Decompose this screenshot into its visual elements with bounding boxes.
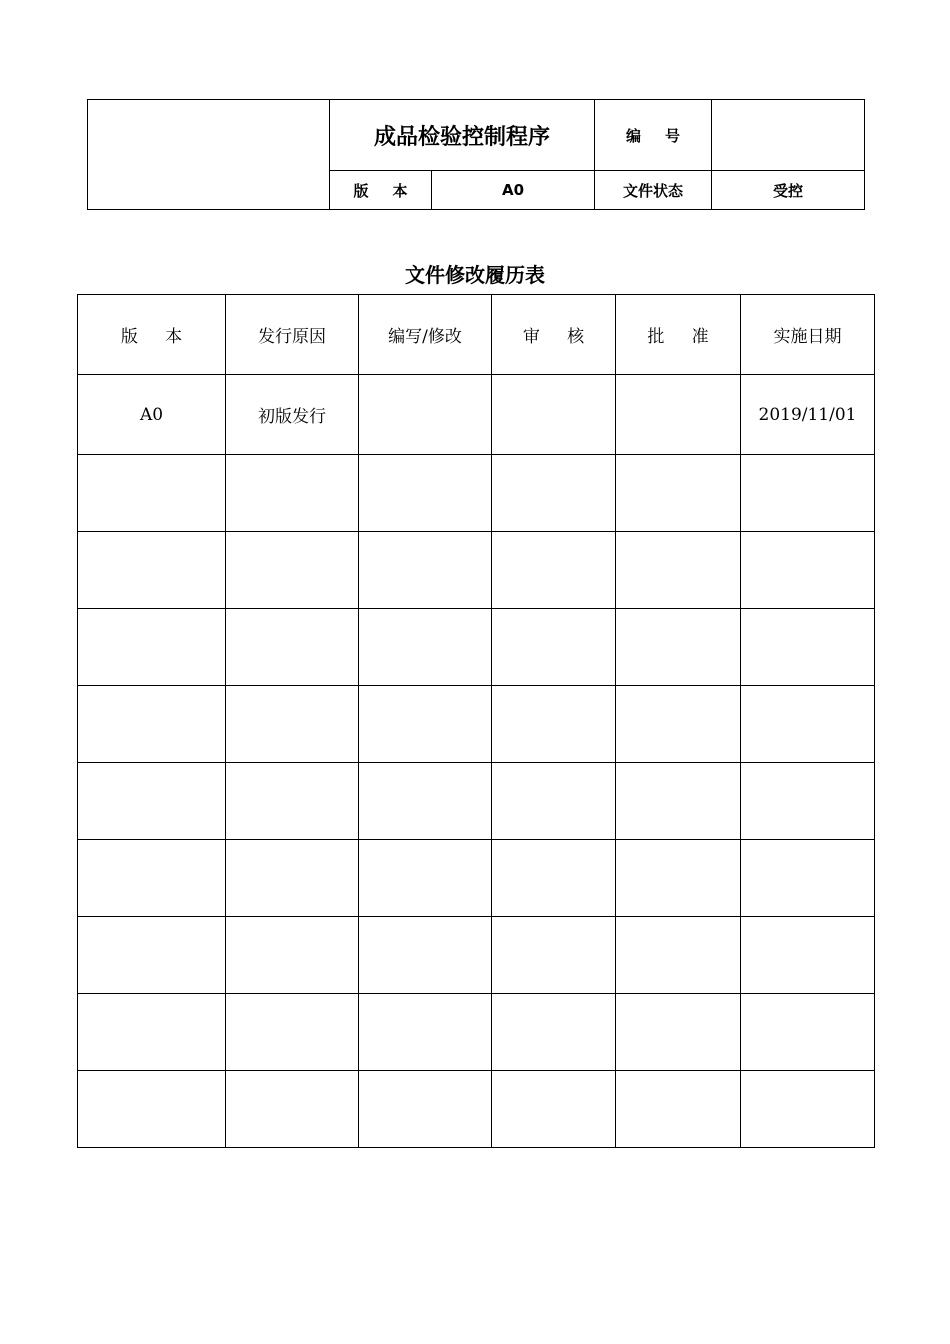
code-label (595, 100, 712, 171)
cell-approve (616, 686, 741, 763)
code-label-part-2: 号 (665, 126, 681, 145)
cell-review (492, 917, 616, 994)
status-label: 文件状态 (595, 171, 712, 210)
version-label-part-1: 版 (353, 181, 369, 200)
version-value: A0 (432, 171, 595, 210)
table-row (78, 994, 875, 1071)
cell-approve (616, 763, 741, 840)
cell-version (78, 917, 226, 994)
column-header-part: 批 (647, 327, 665, 347)
cell-author (359, 375, 492, 455)
cell-reason (226, 532, 359, 609)
table-row (78, 917, 875, 994)
cell-version (78, 1071, 226, 1148)
cell-approve (616, 609, 741, 686)
revision-history-table (77, 294, 875, 1148)
cell-approve (616, 375, 741, 455)
table-row (78, 455, 875, 532)
column-header-effective-date (741, 295, 875, 375)
cell-author (359, 455, 492, 532)
column-header-review (492, 295, 616, 375)
document-header-table (87, 99, 865, 210)
cell-review (492, 375, 616, 455)
column-header-part: 版 (120, 327, 138, 347)
cell-review (492, 840, 616, 917)
cell-author (359, 686, 492, 763)
cell-effective-date (741, 994, 875, 1071)
cell-effective-date: 2019/11/01 (741, 375, 875, 455)
cell-version (78, 686, 226, 763)
cell-effective-date (741, 686, 875, 763)
revision-history-body (78, 295, 875, 1148)
cell-reason (226, 1071, 359, 1148)
cell-reason (226, 609, 359, 686)
cell-author (359, 609, 492, 686)
table-row (78, 375, 875, 455)
cell-effective-date (741, 763, 875, 840)
cell-version (78, 455, 226, 532)
history-heading: 文件修改履历表 (405, 263, 545, 287)
column-header-part: 本 (165, 327, 183, 347)
table-row (78, 686, 875, 763)
table-row (78, 840, 875, 917)
code-label-part-1: 编 (626, 126, 642, 145)
code-value (712, 100, 865, 171)
logo-area (88, 100, 330, 210)
cell-version: A0 (78, 375, 226, 455)
version-label-part-2: 本 (392, 181, 408, 200)
cell-effective-date (741, 609, 875, 686)
column-header-part: 核 (567, 327, 585, 347)
cell-review (492, 455, 616, 532)
cell-reason (226, 840, 359, 917)
cell-version (78, 532, 226, 609)
cell-review (492, 532, 616, 609)
cell-review (492, 763, 616, 840)
cell-version (78, 609, 226, 686)
column-header-part: 实施日期 (773, 327, 842, 347)
cell-approve (616, 1071, 741, 1148)
cell-review (492, 686, 616, 763)
cell-version (78, 763, 226, 840)
cell-effective-date (741, 840, 875, 917)
cell-version (78, 840, 226, 917)
column-header-reason (226, 295, 359, 375)
table-header-row (78, 295, 875, 375)
cell-approve (616, 840, 741, 917)
cell-reason (226, 994, 359, 1071)
cell-reason (226, 917, 359, 994)
column-header-author (359, 295, 492, 375)
cell-author (359, 917, 492, 994)
table-row (78, 763, 875, 840)
table-row (78, 532, 875, 609)
table-row (78, 1071, 875, 1148)
cell-approve (616, 917, 741, 994)
cell-reason (226, 455, 359, 532)
column-header-version (78, 295, 226, 375)
cell-approve (616, 455, 741, 532)
cell-approve (616, 994, 741, 1071)
cell-author (359, 994, 492, 1071)
cell-reason (226, 686, 359, 763)
cell-author (359, 840, 492, 917)
cell-effective-date (741, 917, 875, 994)
cell-review (492, 1071, 616, 1148)
cell-effective-date (741, 455, 875, 532)
version-label (330, 171, 432, 210)
cell-approve (616, 532, 741, 609)
cell-review (492, 994, 616, 1071)
cell-version (78, 994, 226, 1071)
document-title: 成品检验控制程序 (330, 100, 595, 171)
cell-effective-date (741, 532, 875, 609)
column-header-part: 审 (522, 327, 540, 347)
column-header-part: 发行原因 (258, 327, 326, 347)
cell-review (492, 609, 616, 686)
cell-author (359, 532, 492, 609)
cell-reason (226, 763, 359, 840)
status-value: 受控 (712, 171, 865, 210)
cell-reason: 初版发行 (226, 375, 359, 455)
cell-author (359, 763, 492, 840)
cell-effective-date (741, 1071, 875, 1148)
column-header-part: 编写/修改 (388, 327, 462, 347)
cell-author (359, 1071, 492, 1148)
table-row (78, 609, 875, 686)
column-header-approve (616, 295, 741, 375)
column-header-part: 准 (691, 327, 709, 347)
